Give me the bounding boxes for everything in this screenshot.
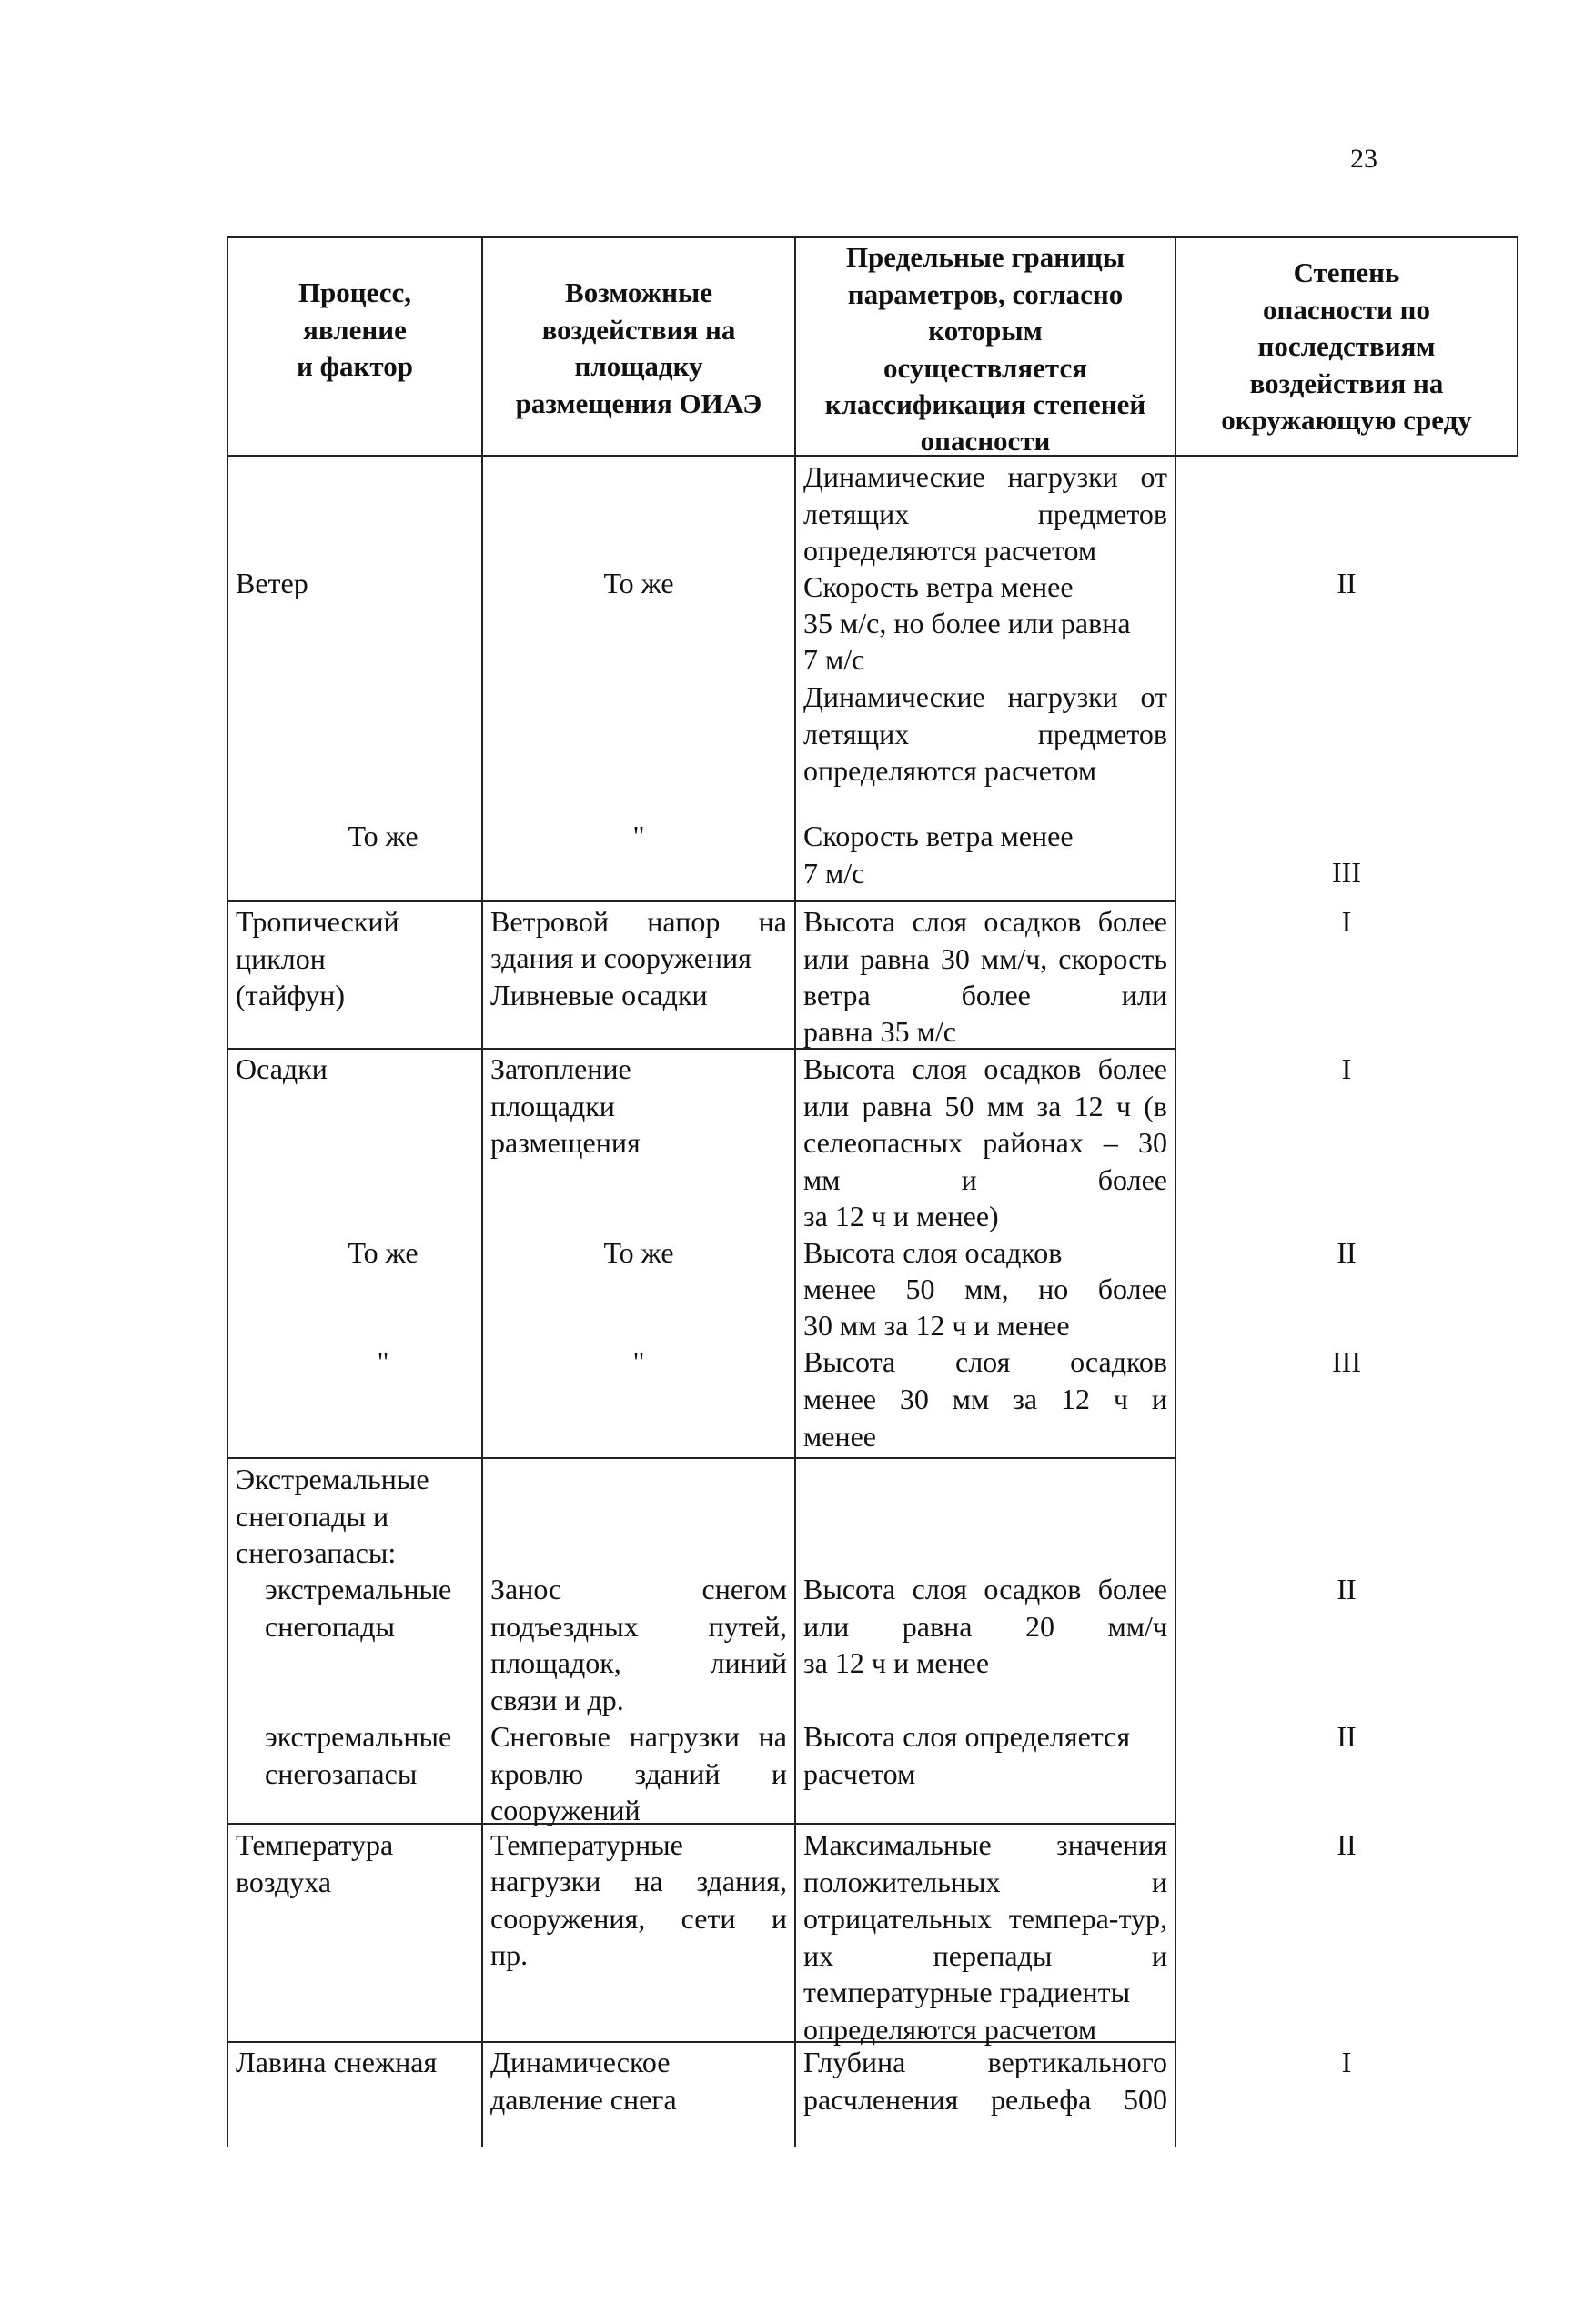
impact-text: То же [603,567,674,599]
limit-text: Высота слоя осадков [803,1236,1063,1269]
hazard-degree: III [1332,856,1361,889]
impact-text: сооружений [490,1794,641,1826]
column-rule [794,238,796,2147]
hazard-degree: I [1341,1052,1352,1085]
process-sublabel: экстремальные снегопады [265,1573,452,1643]
impact-text: Занос снегом подъездных путей, площадок, линий [490,1573,787,1680]
limit-text: определяются расчетом [803,754,1097,787]
limit-text: 30 мм за 12 ч и менее [803,1309,1070,1342]
limit-text: Динамические нагрузки от летящих предметов [803,680,1167,750]
impact-text: Температурные [490,1828,683,1861]
process-label: То же [348,1236,419,1269]
hazard-classification-table [227,236,1518,2147]
hazard-degree: I [1341,2046,1352,2078]
hazard-degree: I [1341,905,1352,938]
limit-text: менее 30 мм за 12 ч и [803,1383,1167,1415]
hazard-degree: II [1337,567,1357,599]
hazard-degree: II [1337,1573,1357,1605]
process-label: Тропический циклон (тайфун) [236,905,399,1012]
page-number: 23 [1350,144,1377,174]
column-header-limits: Предельные границы параметров, согласно которым осуществляется классификация степеней [824,241,1146,420]
limit-text: Скорость ветра менее 7 м/с [803,820,1074,890]
process-label: Лавина снежная [236,2046,438,2078]
hazard-degree: II [1337,1828,1357,1861]
process-label: То же [348,820,419,852]
limit-text: Высота слоя осадков [803,1345,1167,1378]
row-rule [228,900,1175,902]
row-rule [228,1457,1175,1459]
process-label: Экстремальные снегопады и снегозапасы: [236,1463,429,1570]
column-header-hazard-degree: Степень опасности по последствиям воздействия на окружающую среду [1221,257,1472,436]
hazard-degree: II [1337,1236,1357,1269]
limit-text: менее 50 мм, но более [803,1273,1167,1305]
limit-text: 7 м/с [803,643,865,676]
ditto-mark: " [632,1345,645,1378]
limit-text: 35 м/с, но более или равна [803,607,1131,639]
hazard-degree: III [1332,1345,1361,1378]
limit-text: Высота слоя определяется расчетом [803,1720,1131,1790]
column-rule [1517,238,1518,457]
column-header-limits-tail: опасности [920,425,1051,457]
limit-text: за 12 ч и менее [803,1646,990,1679]
process-label: Ветер [236,567,308,599]
hazard-degree: II [1337,1720,1357,1753]
process-label: Осадки [236,1052,328,1085]
limit-text: Высота слоя осадков более или равна 30 мм/ч, скорость ветра более или [803,905,1167,1012]
ditto-mark: " [377,1345,389,1378]
limit-text: температурные градиенты определяются расчетом [803,1976,1131,2046]
limit-text: Скорость ветра менее [803,570,1074,603]
impact-text: Ветровой напор на [490,905,787,938]
ditto-mark: " [632,820,645,852]
impact-text: То же [603,1236,674,1269]
column-header-process: Процесс, явление и фактор [297,277,413,382]
column-rule [481,238,483,2147]
limit-text: за 12 ч и менее) [803,1200,999,1232]
limit-text: Высота слоя осадков более или равна 50 мм за 12 ч (в селеопасных районах – 30 мм и более [803,1052,1167,1196]
limit-text: равна 35 м/с [803,1015,956,1048]
impact-text: Снеговые нагрузки на кровлю зданий и [490,1720,787,1790]
process-label: Температура воздуха [236,1828,394,1898]
process-sublabel: экстремальные снегозапасы [265,1720,452,1790]
impact-text: нагрузки на здания, сооружения, сети и [490,1865,787,1935]
impact-text: здания и сооружения Ливневые осадки [490,941,752,1011]
column-header-impacts: Возможные воздействия на площадку размещения ОИАЭ [515,277,762,419]
impact-text: пр. [490,1938,529,1971]
limit-text: определяются расчетом [803,534,1097,567]
limit-text: Максимальные значения положительных и отрицательных темпера-тур, их перепады и [803,1828,1167,1972]
limit-text: Глубина вертикального расчленения рельефа 500 [803,2046,1167,2116]
impact-text: Динамическое давление снега [490,2046,677,2116]
limit-text: Динамические нагрузки от летящих предметов [803,460,1167,530]
impact-text: Затопление площадки размещения [490,1052,641,1160]
limit-text: менее [803,1420,876,1453]
limit-text: Высота слоя осадков более или равна 20 мм/ч [803,1573,1167,1643]
impact-text: связи и др. [490,1684,624,1716]
